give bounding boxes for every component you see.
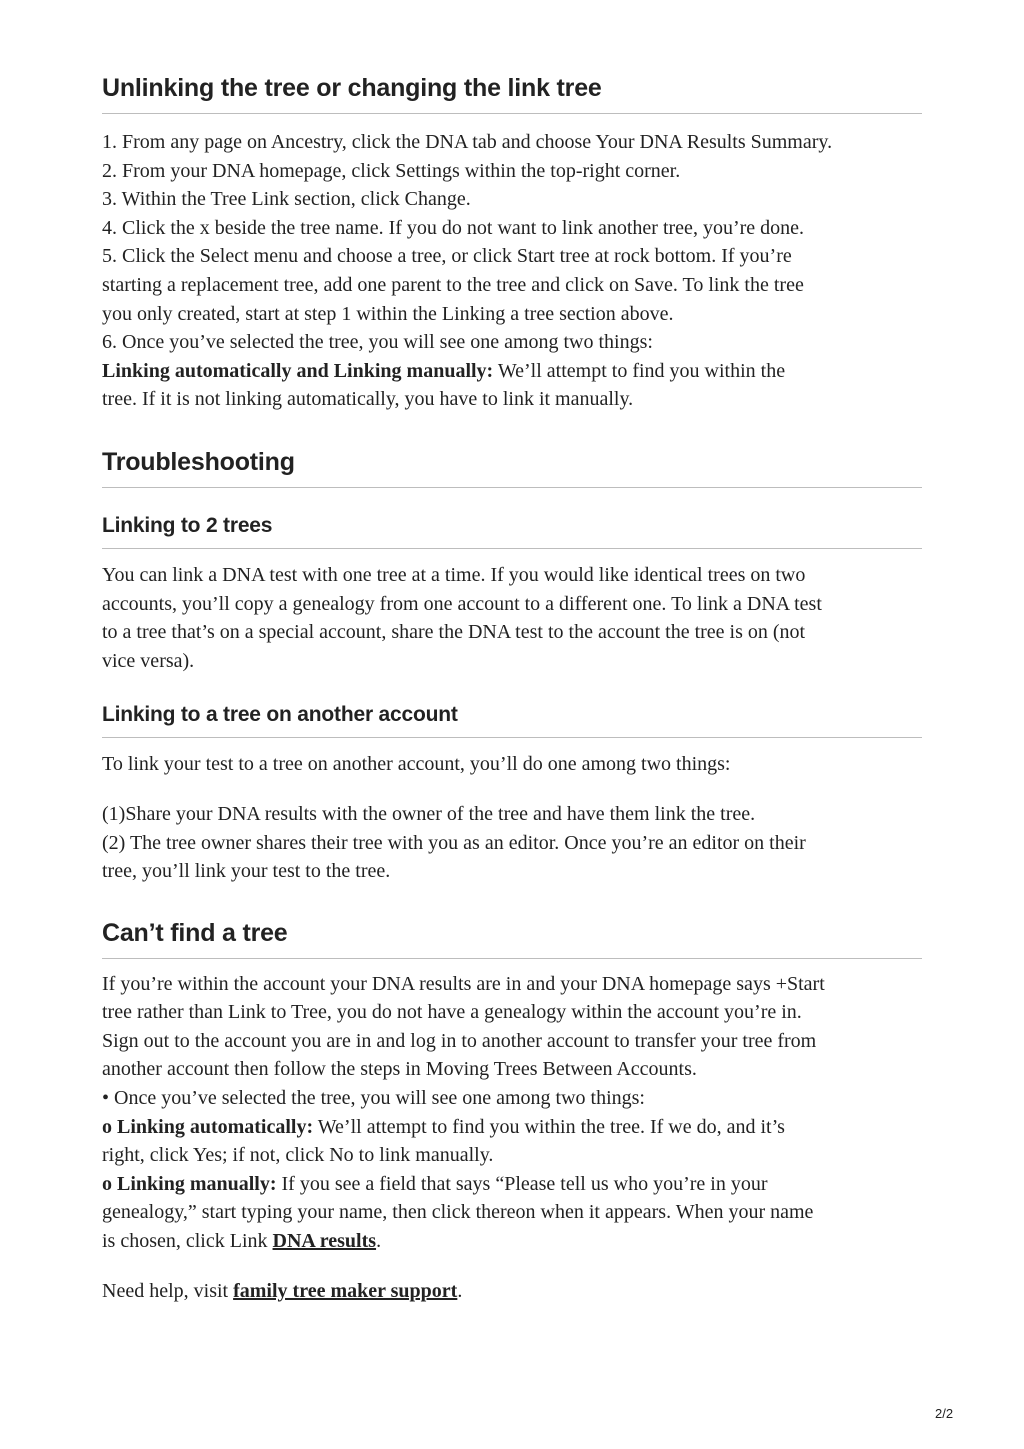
heading-unlinking-tree: Unlinking the tree or changing the link tree (102, 71, 922, 114)
paragraph-line: If you’re within the account your DNA results are in and your DNA homepage says +Start (102, 972, 825, 995)
heading-troubleshooting: Troubleshooting (102, 445, 922, 488)
manual-link-last-line (102, 1227, 922, 1256)
paragraph-line: to a tree that’s on a special account, share the DNA test to the account the tree is on (not (102, 621, 806, 644)
manual-link-pre: is chosen, click Link (102, 1230, 273, 1253)
paragraph-line: accounts, you’ll copy a genealogy from one account to a different one. To link a DNA test (102, 592, 822, 615)
paragraph-line: another account then follow the steps in Moving Trees Between Accounts. (102, 1058, 697, 1081)
linking-options-last-line: tree. If it is not linking automatically, you have to link it manually. (102, 388, 634, 411)
paragraph-line: To link your test to a tree on another account, you’ll do one among two things: (102, 753, 731, 776)
step-line: 4. Click the x beside the tree name. If you do not want to link another tree, you’re done. (102, 216, 805, 239)
dna-results-link[interactable]: DNA results (272, 1230, 377, 1253)
step-line: you only created, start at step 1 within the Linking a tree section above. (102, 302, 674, 325)
linking-options-text: We’ll attempt to find you within the (493, 359, 786, 382)
help-line (102, 1277, 922, 1306)
support-link[interactable]: family tree maker support (233, 1279, 458, 1302)
document-page (102, 0, 922, 1305)
manual-link-line (102, 1170, 922, 1199)
another-account-options (102, 800, 922, 886)
paragraph-line: You can link a DNA test with one tree at a time. If you would like identical trees on two (102, 563, 806, 586)
paragraph-line: right, click Yes; if not, click No to link manually. (102, 1144, 494, 1167)
step-line: 2. From your DNA homepage, click Settings within the top-right corner. (102, 159, 681, 182)
auto-link-text: We’ll attempt to find you within the tree. If we do, and it’s (313, 1115, 785, 1138)
help-text (102, 1277, 922, 1306)
step-line: starting a replacement tree, add one parent to the tree and click on Save. To link the tree (102, 273, 804, 296)
paragraph-line: tree rather than Link to Tree, you do not have a genealogy within the account you’re in. (102, 1001, 802, 1024)
manual-link-text: If you see a field that says “Please tell us who you’re in your (276, 1172, 768, 1195)
page-number: 2/2 (935, 1406, 954, 1421)
paragraph-line: • Once you’ve selected the tree, you will see one among two things: (102, 1087, 645, 1110)
auto-link-bold: o Linking automatically: (102, 1115, 314, 1138)
option-line: tree, you’ll link your test to the tree. (102, 860, 391, 883)
manual-link-bold: o Linking manually: (102, 1172, 277, 1195)
heading-linking-another-account: Linking to a tree on another account (102, 701, 922, 738)
paragraph-line: vice versa). (102, 649, 195, 672)
help-post: . (457, 1279, 463, 1302)
manual-link-post: . (376, 1230, 382, 1253)
paragraph-line: genealogy,” start typing your name, then click thereon when it appears. When your name (102, 1201, 814, 1224)
step-line: 5. Click the Select menu and choose a tree, or click Start tree at rock bottom. If you’re (102, 245, 792, 268)
option-line: (2) The tree owner shares their tree with you as an editor. Once you’re an editor on their (102, 831, 806, 854)
another-account-intro (102, 750, 922, 779)
help-pre: Need help, visit (102, 1279, 234, 1302)
step-line: 1. From any page on Ancestry, click the DNA tab and choose Your DNA Results Summary. (102, 131, 833, 153)
option-line: (1)Share your DNA results with the owner of the tree and have them link the tree. (102, 802, 756, 825)
unlinking-steps (102, 128, 922, 414)
step-line: 6. Once you’ve selected the tree, you will see one among two things: (102, 331, 653, 354)
step-line: 3. Within the Tree Link section, click Change. (102, 188, 471, 211)
cant-find-tree-text (102, 970, 922, 1256)
linking-two-trees-text (102, 561, 922, 675)
linking-options-line (102, 357, 922, 386)
heading-linking-two-trees: Linking to 2 trees (102, 512, 922, 549)
paragraph-line: Sign out to the account you are in and log in to another account to transfer your tree from (102, 1029, 817, 1052)
linking-options-bold: Linking automatically and Linking manually: (102, 359, 494, 382)
auto-link-line (102, 1113, 922, 1142)
heading-cant-find-tree: Can’t find a tree (102, 916, 922, 959)
